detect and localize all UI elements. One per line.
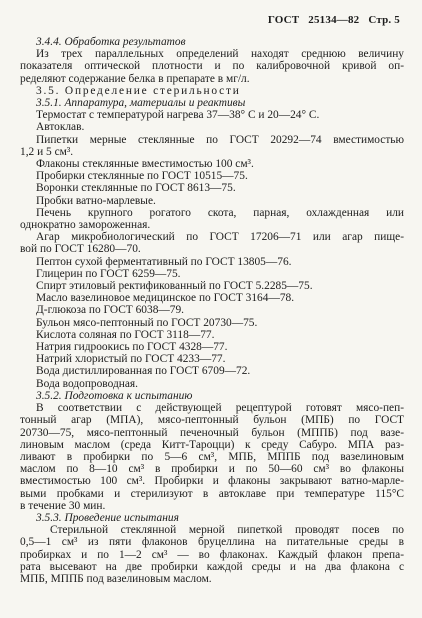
header-page: Стр. 5 [368,14,400,26]
section-heading: 3.5.3. Проведение испытания [36,511,179,524]
text-line: В соответствии с действующей рецептурой готовят мясо-пеп- [36,402,404,415]
text-line: Флаконы стеклянные вместимостью 100 см³. [36,158,254,171]
text-line: ливают в пробирки по 5—6 см³, МПБ, МППБ под вазелиновым [20,450,404,463]
text-line: Вода дистиллированная по ГОСТ 6709—72. [36,365,251,378]
text-line: Натрий хлористый по ГОСТ 4233—77. [36,353,226,366]
text-line: в течение 30 мин. [20,499,106,512]
text-line: Глицерин по ГОСТ 6259—75. [36,267,181,280]
text-line: 20730—75, мясо-пептонный печеночный бульон (МППБ) под вазе- [20,426,404,439]
text-line: Масло вазелиновое медицинское по ГОСТ 3164—78. [36,292,295,305]
header-gost: ГОСТ [267,14,300,26]
text-line: линовым маслом (среда Китт-Тароцци) к среду Сабуро. МПА раз- [20,438,404,451]
text-line: однократно замороженная. [20,219,151,232]
text-line: Пробирки стеклянные по ГОСТ 10515—75. [36,170,248,183]
section-heading: 3.4.4. Обработка результатов [36,36,186,48]
text-line: Пробки ватно-марлевые. [36,194,156,207]
text-line: Вода водопроводная. [36,377,139,390]
section-heading: 3.5.1. Аппаратура, материалы и реактивы [36,97,246,110]
text-line: показателя оптической плотности и по калибровочной кривой оп- [20,60,404,73]
text-line: Воронки стеклянные по ГОСТ 8613—75. [36,182,236,195]
section-heading: 3.5.2. Подготовка к испытанию [36,389,193,402]
text-line: Бульон мясо-пептонный по ГОСТ 20730—75. [36,316,258,329]
text-line: вместимостью 100 см³. Пробирки и флаконы закрывают ватно-марле- [20,475,404,488]
text-line: Агар микробиологический по ГОСТ 17206—71 или агар пище- [36,231,404,244]
text-line: Д-глюкоза по ГОСТ 6038—79. [36,304,185,317]
text-line: Автоклав. [36,121,85,134]
text-line: Кислота соляная по ГОСТ 3118—77. [36,328,215,341]
text-line: маслом по 8—10 см³ в пробирки и по 50—60 см³ во флаконы [20,463,404,476]
text-line: МПБ, МППБ под вазелиновым маслом. [20,572,212,585]
text-line: Стерильной стеклянной мерной пипеткой проводят посев по [50,524,404,537]
text-line: Термостат с температурой нагрева 37—38° С и 20—24° С. [36,109,320,122]
text-line: тонный агар (МПА), мясо-пептонный бульон (МПБ) по ГОСТ [20,414,404,427]
document-body [20,36,404,585]
text-line: Из трех параллельных определений находят среднюю величину [36,48,404,61]
text-line: Натрия гидроокись по ГОСТ 4328—77. [36,341,228,354]
text-line: Спирт этиловый ректификованный по ГОСТ 5.2285—75. [36,280,313,293]
text-line: пробирках и по 1—2 см³ — во флаконах. Каждый флакон препа- [20,548,404,561]
text-line: Пипетки мерные стеклянные по ГОСТ 20292—74 вместимостью [36,133,404,146]
text-line: 1,2 и 5 см³. [20,145,74,158]
section-heading: 3.5. Определение стерильности [36,84,241,97]
text-line: Печень крупного рогатого скота, парная, охлажденная или [36,206,404,219]
text-line: 0,5—1 см³ из пяти флаконов бруцеллина на питательные среды в [20,536,404,549]
text-line: Пептон сухой ферментативный по ГОСТ 13805—76. [36,255,292,268]
text-line: рата высевают на две пробирки каждой среды и на два флакона с [20,560,404,573]
text-line: вой по ГОСТ 16280—70. [20,243,141,256]
page-header [262,14,400,26]
text-line: ределяют содержание белка в препарате в мг/л. [20,72,250,85]
text-line: выми пробками и стерилизуют в автоклаве при температуре 115°С [20,487,404,500]
header-number: 25134—82 [308,14,360,26]
